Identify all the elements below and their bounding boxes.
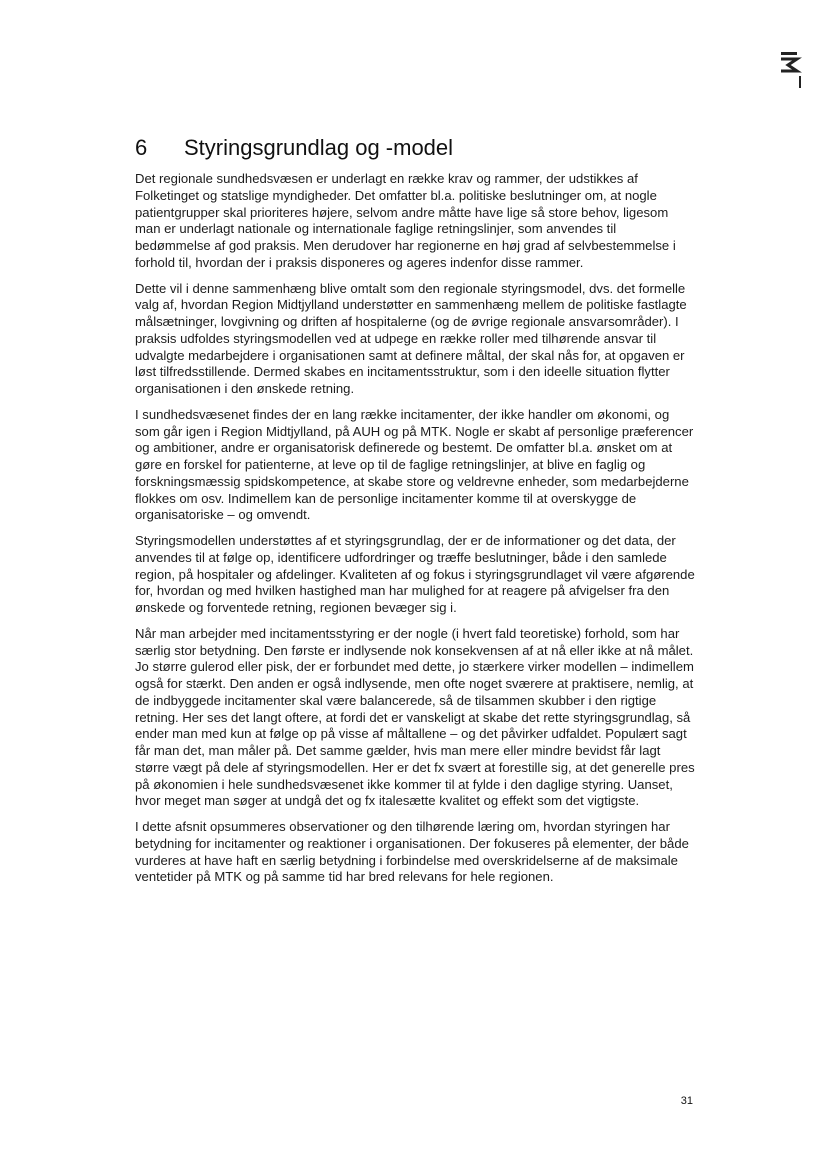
section-number: 6 [135, 135, 148, 160]
section-title: Styringsgrundlag og -model [184, 135, 454, 160]
paragraph: Dette vil i denne sammenhæng blive omtalt som den regionale styringsmodel, dvs. det formelle valg af, hvordan Region Midtjylland understøtter en sammenhæng mellem de politiske fastlagte målsætninger, lovgivning og driften af hospitalerne (og de øvrige regionale ansvarsområder). I praksis udfoldes styringsmodellen ved at udpege en række roller med tilhørende ansvar til udvalgte medarbejdere i organisationen samt at definere måltal, der skal nås for, at opgaven er løst tilfredsstillende. Dermed skabes en incitamentsstruktur, som i den ideelle situation flytter organisationen i den ønskede retning. [135, 280, 687, 396]
page-number: 31 [680, 1095, 693, 1107]
paragraph: Når man arbejder med incitamentsstyring er der nogle (i hvert fald teoretiske) forhold, som har særlig stor betydning. Den første er indlysende nok konsekvensen af at nå eller ikke at nå målet. Jo større gulerod eller pisk, der er forbundet med dette, jo stærkere virker modellen – indimellem også for stærkt. Den anden er også indlysende, men ofte noget sværere at praktisere, nemlig, at de indbyggede incitamenter skal være balancerede, så de tilsammen skubber i den rigtige retning. Her ses det langt oftere, at fordi det er vanskeligt at skabe det rette styringsgrundlag, så ender man med kun at følge op på visse af måltallene – og det påvirker udfaldet. Populært sagt får man det, man måler på. Det samme gælder, hvis man mere eller mindre bevidst får lagt større vægt på dele af styringsmodellen. Her er det fx svært at forestille sig, at det generelle pres på økonomien i hele sundhedsvæsenet ikke kommer til at fylde i den daglige styring. Uanset, hvor meget man søger at undgå det og fx italesætte kvalitet og effekt som det vigtigste. [135, 625, 695, 809]
im-logo-icon [779, 50, 805, 90]
section-heading [135, 133, 695, 163]
paragraph: I dette afsnit opsummeres observationer og den tilhørende læring om, hvordan styringen har betydning for incitamenter og reaktioner i organisationen. Der fokuseres på elementer, der både vurderes at have haft en særlig betydning i forbindelse med overskridelserne af de maksimale ventetider på MTK og på samme tid har bred relevans for hele regionen. [135, 819, 689, 885]
paragraph: Det regionale sundhedsvæsen er underlagt en række krav og rammer, der udstikkes af Folketinget og statslige myndigheder. Det omfatter bl.a. politiske beslutninger om, at nogle patientgrupper skal prioriteres højere, selvom andre måtte have lige så store behov, ligesom man er underlagt nationale og internationale faglige retningslinjer, som anvendes til bedømmelse af god praksis. Men derudover har regionerne en høj grad af selvbestemmelse i forhold til, hvordan der i praksis disponeres og ageres indenfor disse rammer. [135, 171, 676, 270]
page-content [135, 133, 695, 895]
paragraph: I sundhedsvæsenet findes der en lang række incitamenter, der ikke handler om økonomi, og som går igen i Region Midtjylland, på AUH og på MTK. Nogle er skabt af personlige præferencer og ambitioner, andre er organisatorisk definerede og bestemt. De omfatter bl.a. ønsket om at gøre en forskel for patienterne, at leve op til de faglige retningslinjer, at blive en faglig og forskningsmæssig spidskompetence, at skabe store og veldrevne enheder, som medarbejderne flokkes om osv. Indimellem kan de personlige incitamenter komme til at overskygge de organisatoriske – og omvendt. [135, 406, 694, 523]
paragraph: Styringsmodellen understøttes af et styringsgrundlag, der er de informationer og det data, der anvendes til at følge op, identificere udfordringer og træffe beslutninger, både i den samlede region, på hospitaler og afdelinger. Kvaliteten af og fokus i styringsgrundlaget vil være afgørende for, hvordan og med hvilken hastighed man har mulighed for at reagere på afvigelser fra den ønskede og forventede retning, regionen bevæger sig i. [135, 533, 695, 615]
